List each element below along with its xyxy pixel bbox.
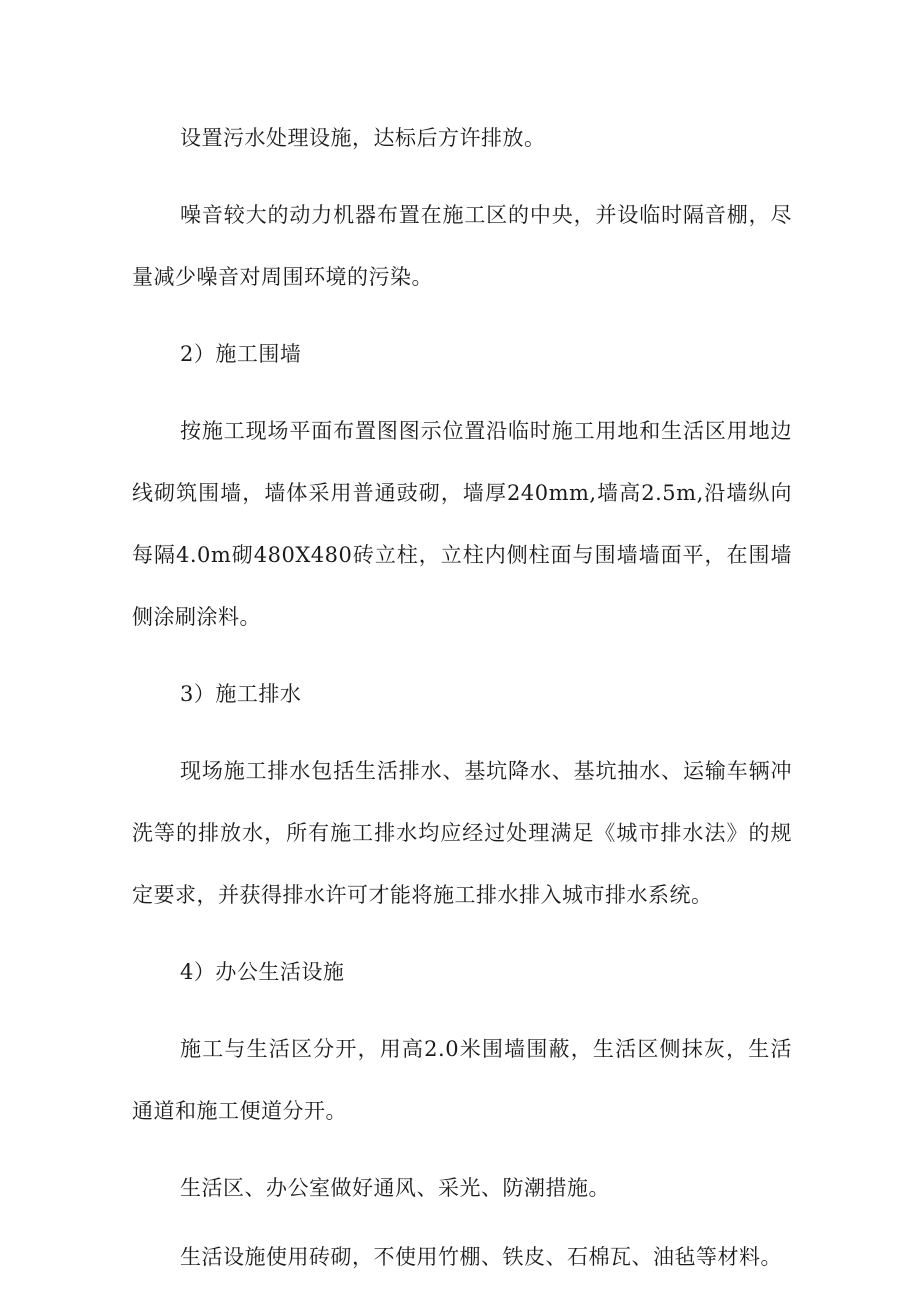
section-heading-enclosure-wall: 2）施工围墙 [180,342,302,366]
paragraph-sewage-treatment: 设置污水处理设施，达标后方许排放。 [180,126,546,150]
section-heading-drainage: 3）施工排水 [180,682,302,706]
section-heading-office-living: 4）办公生活设施 [180,960,345,984]
paragraph-materials: 生活设施使用砖砌，不使用竹棚、铁皮、石棉瓦、油毡等材料。 [180,1245,782,1269]
paragraph-drainage: 现场施工排水包括生活排水、基坑降水、基坑抽水、运输车辆冲洗等的排放水，所有施工排水均应经过处理满足《城市排水法》的规定要求，并获得排水许可才能将施工排水排入城市排水系统。 [132,759,792,907]
document-body [132,115,792,1303]
paragraph-ventilation: 生活区、办公室做好通风、采光、防潮措施。 [180,1176,610,1200]
paragraph-noise-control: 噪音较大的动力机器布置在施工区的中央，并设临时隔音棚，尽量减少噪音对周围环境的污染。 [132,203,792,289]
paragraph-enclosure-wall: 按施工现场平面布置图图示位置沿临时施工用地和生活区用地边线砌筑围墙，墙体采用普通豉砌，墙厚240mm,墙高2.5m,沿墙纵向每隔4.0m砌480X480砖立柱，立柱内侧柱面与围墙墙面平，在围墙侧涂刷涂料。 [132,419,792,629]
paragraph-living-area-separation: 施工与生活区分开，用高2.0米围墙围蔽，生活区侧抹灰，生活通道和施工便道分开。 [132,1037,792,1123]
